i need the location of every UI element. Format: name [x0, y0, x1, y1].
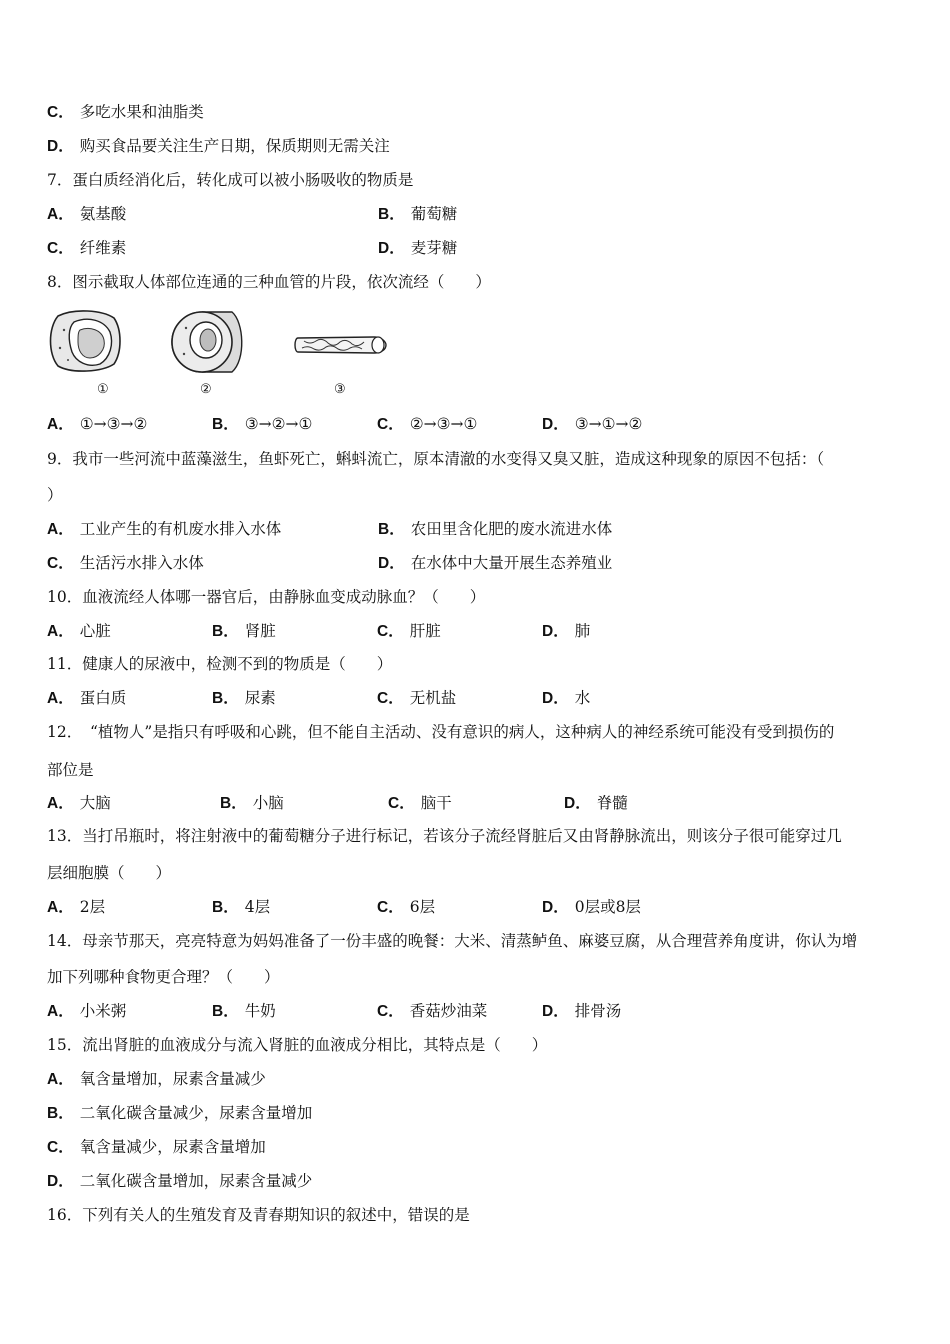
- q10-option-c: C． 肝脏: [377, 622, 441, 640]
- q8-option-b: B． ③→②→①: [212, 415, 313, 433]
- question-13-stem-cont: 层细胞膜（ ）: [47, 864, 172, 882]
- q11-option-a: A． 蛋白质: [47, 689, 127, 707]
- q10-option-a: A． 心脏: [47, 622, 111, 640]
- q10-option-b: B． 肾脏: [212, 622, 276, 640]
- question-15-stem: 15．流出肾脏的血液成分与流入肾脏的血液成分相比，其特点是（ ）: [47, 1036, 548, 1054]
- q9-option-a: A． 工业产生的有机废水排入水体: [47, 520, 282, 538]
- q14-option-c: C． 香菇炒油菜: [377, 1002, 488, 1020]
- question-14-stem: 14．母亲节那天，亮亮特意为妈妈准备了一份丰盛的晚餐：大米、清蒸鲈鱼、麻婆豆腐，从合理营养角度讲，你认为增: [47, 932, 858, 950]
- question-7-stem: 7．蛋白质经消化后，转化成可以被小肠吸收的物质是: [47, 171, 414, 189]
- question-13-stem: 13．当打吊瓶时，将注射液中的葡萄糖分子进行标记，若该分子流经肾脏后又由肾静脉流出，则该分子很可能穿过几: [47, 827, 842, 845]
- q13-option-c: C． 6层: [377, 898, 436, 916]
- q9-option-b: B． 农田里含化肥的废水流进水体: [378, 520, 613, 538]
- q8-option-d: D． ③→①→②: [542, 415, 643, 433]
- option-d: D． 购买食品要关注生产日期，保质期则无需关注: [47, 137, 390, 155]
- q9-option-d: D． 在水体中大量开展生态养殖业: [378, 554, 613, 572]
- vessel-capillary-figure: [292, 332, 388, 358]
- q11-option-c: C． 无机盐: [377, 689, 457, 707]
- q13-option-d: D． 0层或8层: [542, 898, 641, 916]
- q11-option-d: D． 水: [542, 689, 591, 707]
- figure-label-2: ②: [200, 382, 212, 397]
- q15-option-c: C． 氧含量减少，尿素含量增加: [47, 1138, 266, 1156]
- question-8-stem: 8．图示截取人体部位连通的三种血管的片段，依次流经（ ）: [47, 273, 491, 291]
- q12-option-c: C． 脑干: [388, 794, 452, 812]
- question-14-stem-cont: 加下列哪种食物更合理？（ ）: [47, 968, 280, 986]
- question-16-stem: 16．下列有关人的生殖发育及青春期知识的叙述中，错误的是: [47, 1206, 470, 1224]
- q13-option-b: B． 4层: [212, 898, 271, 916]
- q9-option-c: C． 生活污水排入水体: [47, 554, 204, 572]
- q14-option-d: D． 排骨汤: [542, 1002, 622, 1020]
- option-c: C． 多吃水果和油脂类: [47, 103, 204, 121]
- q13-option-a: A． 2层: [47, 898, 106, 916]
- q7-option-d: D． 麦芽糖: [378, 239, 458, 257]
- q12-option-d: D． 脊髓: [564, 794, 628, 812]
- q14-option-b: B． 牛奶: [212, 1002, 276, 1020]
- question-9-stem: 9．我市一些河流中蓝藻滋生，鱼虾死亡，蝌蚪流亡，原本清澈的水变得又臭又脏，造成这种现象的原因不包括：（: [47, 450, 825, 468]
- q12-option-b: B． 小脑: [220, 794, 284, 812]
- question-10-stem: 10．血液流经人体哪一器官后，由静脉血变成动脉血？（ ）: [47, 588, 486, 606]
- vessel-vein-figure: [166, 308, 248, 374]
- q7-option-b: B． 葡萄糖: [378, 205, 458, 223]
- q7-option-a: A． 氨基酸: [47, 205, 127, 223]
- vessel-artery-figure: [44, 308, 124, 374]
- q8-option-c: C． ②→③→①: [377, 415, 478, 433]
- question-9-stem-cont: ）: [47, 486, 63, 504]
- q15-option-d: D． 二氧化碳含量增加，尿素含量减少: [47, 1172, 313, 1190]
- q10-option-d: D． 肺: [542, 622, 591, 640]
- q8-option-a: A． ①→③→②: [47, 415, 148, 433]
- q7-option-c: C． 纤维素: [47, 239, 127, 257]
- figure-label-3: ③: [334, 382, 346, 397]
- question-11-stem: 11．健康人的尿液中，检测不到的物质是（ ）: [47, 655, 393, 673]
- question-12-stem-cont: 部位是: [47, 761, 94, 779]
- q15-option-a: A． 氧含量增加，尿素含量减少: [47, 1070, 266, 1088]
- q12-option-a: A． 大脑: [47, 794, 111, 812]
- question-12-stem: 12． “植物人”是指只有呼吸和心跳，但不能自主活动、没有意识的病人，这种病人的神经系统可能没有受到损伤的: [47, 723, 835, 741]
- q15-option-b: B． 二氧化碳含量减少，尿素含量增加: [47, 1104, 313, 1122]
- q11-option-b: B． 尿素: [212, 689, 276, 707]
- figure-label-1: ①: [97, 382, 109, 397]
- q14-option-a: A． 小米粥: [47, 1002, 127, 1020]
